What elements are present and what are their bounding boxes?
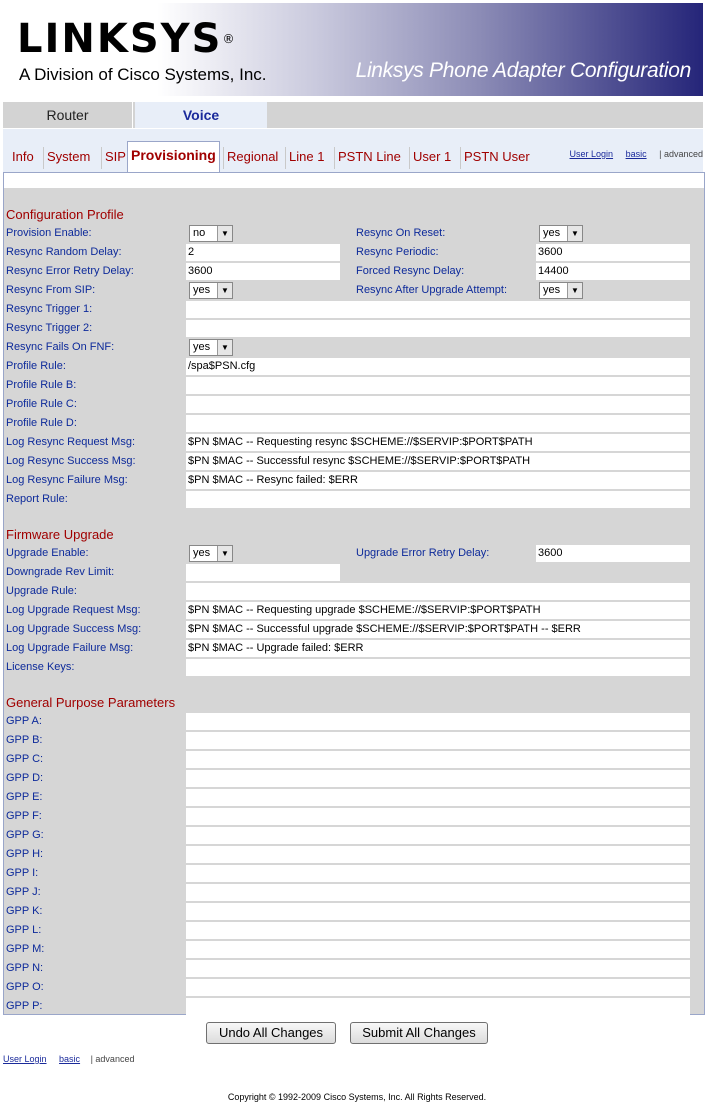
profile-rule-d-input[interactable] xyxy=(186,415,690,432)
gpp-l-label: GPP L: xyxy=(6,924,42,936)
log-upgrade-success-label: Log Upgrade Success Msg: xyxy=(6,623,142,635)
row-gpp-c xyxy=(4,750,704,769)
profile-rule-d-label: Profile Rule D: xyxy=(6,417,77,429)
resync-fails-on-fnf-select[interactable] xyxy=(189,339,233,356)
gpp-a-label: GPP A: xyxy=(6,715,42,727)
tab-pstn-user[interactable]: PSTN User xyxy=(460,147,533,169)
section-configuration-profile: Configuration Profile xyxy=(6,207,124,222)
gpp-b-label: GPP B: xyxy=(6,734,43,746)
chevron-down-icon: ▼ xyxy=(217,226,232,241)
bottom-mode-links xyxy=(3,1054,134,1064)
row-resync-error-retry xyxy=(4,262,704,281)
row-upgrade-rule xyxy=(4,582,704,601)
resync-periodic-input[interactable]: 3600 xyxy=(536,244,690,261)
gpp-f-label: GPP F: xyxy=(6,810,42,822)
gpp-h-label: GPP H: xyxy=(6,848,44,860)
basic-link[interactable]: basic xyxy=(625,149,647,159)
resync-periodic-label: Resync Periodic: xyxy=(356,246,439,258)
row-license-keys xyxy=(4,658,704,677)
row-upgrade-enable xyxy=(4,544,704,563)
row-gpp-k xyxy=(4,902,704,921)
resync-from-sip-value: yes xyxy=(193,284,211,296)
chevron-down-icon: ▼ xyxy=(567,283,582,298)
resync-from-sip-select[interactable] xyxy=(189,282,233,299)
profile-rule-b-label: Profile Rule B: xyxy=(6,379,77,391)
row-gpp-i xyxy=(4,864,704,883)
profile-rule-input[interactable]: /spa$PSN.cfg xyxy=(186,358,690,375)
report-rule-input[interactable] xyxy=(186,491,690,508)
gpp-h-input[interactable] xyxy=(186,846,690,863)
row-downgrade-rev-limit xyxy=(4,563,704,582)
resync-fails-on-fnf-value: yes xyxy=(193,341,211,353)
row-resync-trigger-2 xyxy=(4,319,704,338)
row-gpp-e xyxy=(4,788,704,807)
profile-rule-label: Profile Rule: xyxy=(6,360,66,372)
row-gpp-j xyxy=(4,883,704,902)
log-resync-request-label: Log Resync Request Msg: xyxy=(6,436,136,448)
log-resync-failure-input[interactable]: $PN $MAC -- Resync failed: $ERR xyxy=(186,472,690,489)
gpp-i-input[interactable] xyxy=(186,865,690,882)
provisioning-form xyxy=(3,172,705,1015)
report-rule-label: Report Rule: xyxy=(6,493,68,505)
upgrade-enable-select[interactable] xyxy=(189,545,233,562)
resync-after-upgrade-label: Resync After Upgrade Attempt: xyxy=(356,284,508,296)
forced-resync-delay-input[interactable]: 14400 xyxy=(536,263,690,280)
log-upgrade-request-input[interactable]: $PN $MAC -- Requesting upgrade $SCHEME://$SERVIP:$PORT$PATH xyxy=(186,602,690,619)
row-log-upgrade-failure xyxy=(4,639,704,658)
row-log-resync-failure xyxy=(4,471,704,490)
resync-on-reset-value: yes xyxy=(543,227,561,239)
row-log-upgrade-request xyxy=(4,601,704,620)
gpp-o-label: GPP O: xyxy=(6,981,44,993)
app-title: Linksys Phone Adapter Configuration xyxy=(355,59,691,82)
gpp-i-label: GPP I: xyxy=(6,867,39,879)
log-upgrade-request-label: Log Upgrade Request Msg: xyxy=(6,604,141,616)
chevron-down-icon: ▼ xyxy=(217,546,232,561)
row-gpp-h xyxy=(4,845,704,864)
registered-mark: ® xyxy=(222,32,237,46)
log-upgrade-failure-input[interactable]: $PN $MAC -- Upgrade failed: $ERR xyxy=(186,640,690,657)
downgrade-rev-limit-input[interactable] xyxy=(186,564,340,581)
tab-pstn-line[interactable]: PSTN Line xyxy=(334,147,404,169)
gpp-a-input[interactable] xyxy=(186,713,690,730)
row-profile-rule-b xyxy=(4,376,704,395)
downgrade-rev-limit-label: Downgrade Rev Limit: xyxy=(6,566,115,578)
gpp-o-input[interactable] xyxy=(186,979,690,996)
log-resync-request-input[interactable]: $PN $MAC -- Requesting resync $SCHEME://$SERVIP:$PORT$PATH xyxy=(186,434,690,451)
resync-trigger-2-label: Resync Trigger 2: xyxy=(6,322,93,334)
gpp-j-label: GPP J: xyxy=(6,886,41,898)
resync-after-upgrade-select[interactable] xyxy=(539,282,583,299)
forced-resync-delay-label: Forced Resync Delay: xyxy=(356,265,465,277)
row-gpp-m xyxy=(4,940,704,959)
advanced-label: | advanced xyxy=(659,149,703,159)
resync-on-reset-label: Resync On Reset: xyxy=(356,227,446,239)
gpp-f-input[interactable] xyxy=(186,808,690,825)
gpp-d-input[interactable] xyxy=(186,770,690,787)
provision-enable-select[interactable] xyxy=(189,225,233,242)
row-profile-rule xyxy=(4,357,704,376)
resync-trigger-1-input[interactable] xyxy=(186,301,690,318)
gpp-b-input[interactable] xyxy=(186,732,690,749)
log-upgrade-failure-label: Log Upgrade Failure Msg: xyxy=(6,642,134,654)
resync-error-retry-delay-label: Resync Error Retry Delay: xyxy=(6,265,134,277)
upgrade-rule-label: Upgrade Rule: xyxy=(6,585,77,597)
resync-trigger-2-input[interactable] xyxy=(186,320,690,337)
row-resync-random-delay xyxy=(4,243,704,262)
chevron-down-icon: ▼ xyxy=(217,340,232,355)
row-gpp-g xyxy=(4,826,704,845)
tab-provisioning[interactable]: Provisioning xyxy=(127,141,220,173)
resync-trigger-1-label: Resync Trigger 1: xyxy=(6,303,93,315)
provision-enable-value: no xyxy=(193,227,206,239)
logo-text: LINKSYS xyxy=(17,16,223,62)
log-resync-success-label: Log Resync Success Msg: xyxy=(6,455,136,467)
gpp-m-input[interactable] xyxy=(186,941,690,958)
gpp-n-input[interactable] xyxy=(186,960,690,977)
row-log-resync-request xyxy=(4,433,704,452)
resync-after-upgrade-value: yes xyxy=(543,284,561,296)
linksys-logo xyxy=(17,16,237,62)
upgrade-error-retry-delay-label: Upgrade Error Retry Delay: xyxy=(356,547,490,559)
profile-rule-c-input[interactable] xyxy=(186,396,690,413)
row-report-rule xyxy=(4,490,704,509)
tab-regional[interactable]: Regional xyxy=(223,147,281,169)
submit-all-changes-button[interactable]: Submit All Changes xyxy=(350,1022,488,1044)
upgrade-rule-input[interactable] xyxy=(186,583,690,600)
gpp-g-input[interactable] xyxy=(186,827,690,844)
division-text: A Division of Cisco Systems, Inc. xyxy=(19,65,267,84)
row-gpp-f xyxy=(4,807,704,826)
resync-random-delay-label: Resync Random Delay: xyxy=(6,246,122,258)
gpp-k-input[interactable] xyxy=(186,903,690,920)
tab-line-1[interactable]: Line 1 xyxy=(285,147,327,169)
gpp-m-label: GPP M: xyxy=(6,943,45,955)
gpp-l-input[interactable] xyxy=(186,922,690,939)
row-gpp-a xyxy=(4,712,704,731)
advanced-text: advanced xyxy=(663,149,703,159)
tab-sip[interactable]: SIP xyxy=(101,147,129,169)
bottom-user-login-link[interactable]: User Login xyxy=(3,1054,47,1064)
row-log-upgrade-success xyxy=(4,620,704,639)
log-upgrade-success-input[interactable]: $PN $MAC -- Successful upgrade $SCHEME://$SERVIP:$PORT$PATH -- $ERR xyxy=(186,621,690,638)
row-log-resync-success xyxy=(4,452,704,471)
row-gpp-d xyxy=(4,769,704,788)
row-profile-rule-c xyxy=(4,395,704,414)
row-gpp-p xyxy=(4,997,704,1016)
tab-system[interactable]: System xyxy=(43,147,93,169)
top-tab-bar xyxy=(3,102,703,128)
user-login-link[interactable]: User Login xyxy=(569,149,614,159)
row-provision-enable xyxy=(4,224,704,243)
chevron-down-icon: ▼ xyxy=(567,226,582,241)
sub-tab-bar xyxy=(3,129,703,173)
section-firmware-upgrade: Firmware Upgrade xyxy=(6,527,114,542)
upgrade-enable-label: Upgrade Enable: xyxy=(6,547,89,559)
resync-fails-on-fnf-label: Resync Fails On FNF: xyxy=(6,341,115,353)
row-resync-fails-on-fnf xyxy=(4,338,704,357)
provision-enable-label: Provision Enable: xyxy=(6,227,92,239)
header-banner xyxy=(3,3,703,96)
license-keys-input[interactable] xyxy=(186,659,690,676)
tab-voice[interactable]: Voice xyxy=(135,102,267,128)
bottom-advanced-text: advanced xyxy=(95,1054,135,1064)
section-general-purpose-parameters: General Purpose Parameters xyxy=(6,695,176,710)
gpp-p-input[interactable] xyxy=(186,998,690,1015)
row-gpp-o xyxy=(4,978,704,997)
gpp-e-input[interactable] xyxy=(186,789,690,806)
gpp-c-label: GPP C: xyxy=(6,753,44,765)
mode-links xyxy=(570,149,703,159)
profile-rule-b-input[interactable] xyxy=(186,377,690,394)
gpp-c-input[interactable] xyxy=(186,751,690,768)
gpp-d-label: GPP D: xyxy=(6,772,44,784)
copyright-text: Copyright © 1992-2009 Cisco Systems, Inc. All Rights Reserved. xyxy=(227,1092,487,1102)
row-gpp-n xyxy=(4,959,704,978)
row-gpp-b xyxy=(4,731,704,750)
tab-router[interactable]: Router xyxy=(3,102,133,128)
gpp-p-label: GPP P: xyxy=(6,1000,43,1012)
tab-user-1[interactable]: User 1 xyxy=(409,147,454,169)
row-profile-rule-d xyxy=(4,414,704,433)
resync-from-sip-label: Resync From SIP: xyxy=(6,284,96,296)
tab-info[interactable]: Info xyxy=(12,149,34,164)
row-resync-from-sip xyxy=(4,281,704,300)
gpp-k-label: GPP K: xyxy=(6,905,43,917)
resync-on-reset-select[interactable] xyxy=(539,225,583,242)
profile-rule-c-label: Profile Rule C: xyxy=(6,398,77,410)
gpp-e-label: GPP E: xyxy=(6,791,43,803)
log-resync-failure-label: Log Resync Failure Msg: xyxy=(6,474,128,486)
gpp-n-label: GPP N: xyxy=(6,962,44,974)
chevron-down-icon: ▼ xyxy=(217,283,232,298)
row-gpp-l xyxy=(4,921,704,940)
license-keys-label: License Keys: xyxy=(6,661,75,673)
upgrade-enable-value: yes xyxy=(193,547,211,559)
bottom-advanced-label: | advanced xyxy=(90,1054,135,1064)
log-resync-success-input[interactable]: $PN $MAC -- Successful resync $SCHEME://$SERVIP:$PORT$PATH xyxy=(186,453,690,470)
upgrade-error-retry-delay-input[interactable]: 3600 xyxy=(536,545,690,562)
resync-error-retry-delay-input[interactable]: 3600 xyxy=(186,263,340,280)
gpp-g-label: GPP G: xyxy=(6,829,44,841)
row-resync-trigger-1 xyxy=(4,300,704,319)
resync-random-delay-input[interactable]: 2 xyxy=(186,244,340,261)
undo-all-changes-button[interactable]: Undo All Changes xyxy=(206,1022,336,1044)
gpp-j-input[interactable] xyxy=(186,884,690,901)
bottom-basic-link[interactable]: basic xyxy=(59,1054,81,1064)
